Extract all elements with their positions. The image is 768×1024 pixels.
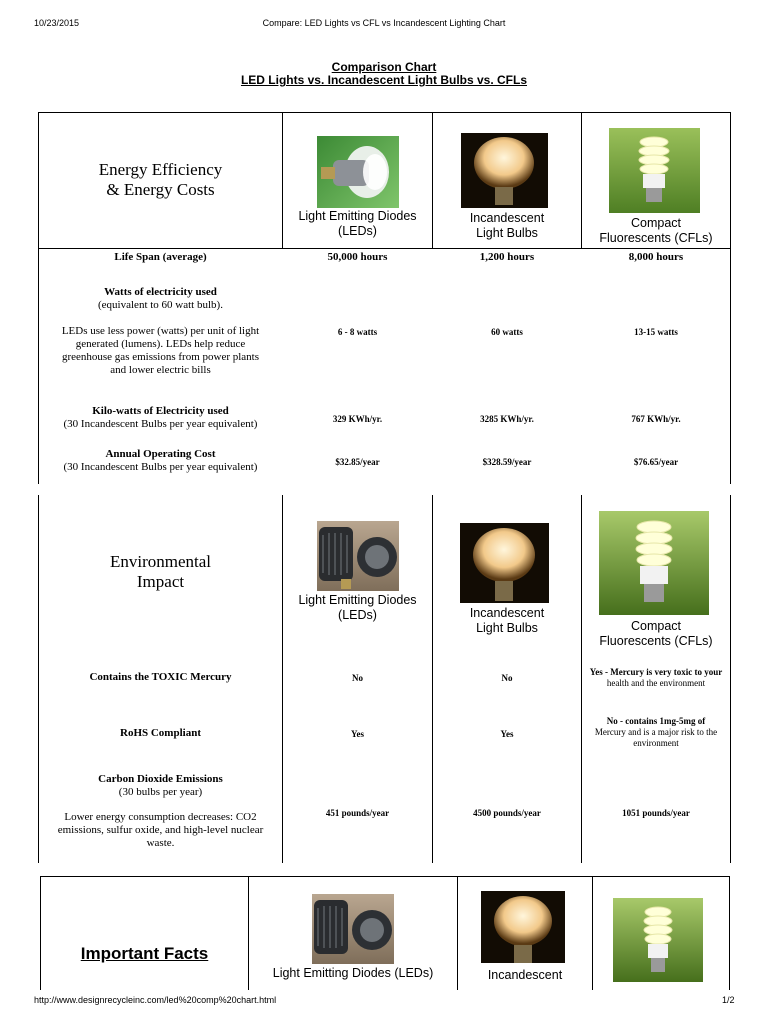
cost-incandescent: $328.59/year <box>482 457 532 467</box>
cfl-bulb-image <box>609 128 700 213</box>
cost-cfl: $76.65/year <box>633 457 679 467</box>
kwh-cfl: 767 KWh/yr. <box>631 414 681 424</box>
energy-col-cfl: Compact Fluorescents (CFLs) <box>599 216 713 245</box>
mercury-led: No <box>352 673 363 683</box>
incandescent-bulb-image-2 <box>460 523 549 603</box>
row-cost-label: Annual Operating Cost (30 Incandescent Bulbs per year equivalent) <box>63 448 258 473</box>
incandescent-bulb-image <box>461 133 548 208</box>
lifespan-incandescent: 1,200 hours <box>479 251 535 263</box>
cfl-bulb-image-3 <box>613 898 703 982</box>
cfl-bulb-image-2 <box>599 511 709 615</box>
facts-col-incandescent: Incandescent <box>487 968 563 982</box>
rohs-incandescent: Yes <box>500 729 514 739</box>
co2-incandescent: 4500 pounds/year <box>473 808 541 818</box>
facts-col-led: Light Emitting Diodes (LEDs) <box>272 966 434 980</box>
env-col-incandescent: Incandescent Light Bulbs <box>469 606 545 635</box>
incandescent-bulb-image-3 <box>481 891 565 963</box>
print-page-title: Compare: LED Lights vs CFL vs Incandescent Lighting Chart <box>262 18 506 28</box>
kwh-incandescent: 3285 KWh/yr. <box>480 414 534 424</box>
row-watts-label: Watts of electricity used (equivalent to 60 watt bulb). LEDs use less power (watts) per unit of light generated (lumens). LEDs help reduce greenhouse gas emissions from power plants and lower electric bills <box>61 286 260 376</box>
row-lifespan-label: Life Span (average) <box>114 251 207 263</box>
lifespan-led: 50,000 hours <box>327 251 388 263</box>
env-col-led: Light Emitting Diodes (LEDs) <box>298 593 417 622</box>
led-bulb-image <box>317 136 399 208</box>
energy-col-incandescent: Incandescent Light Bulbs <box>469 211 545 240</box>
row-mercury-label: Contains the TOXIC Mercury <box>89 671 232 683</box>
print-date: 10/23/2015 <box>34 18 80 28</box>
kwh-led: 329 KWh/yr. <box>332 414 383 424</box>
mercury-cfl: Yes - Mercury is very toxic to your health and the environment <box>589 667 723 688</box>
row-rohs-label: RoHS Compliant <box>120 727 201 739</box>
row-kwh-label: Kilo-watts of Electricity used (30 Incandescent Bulbs per year equivalent) <box>63 405 258 430</box>
lifespan-cfl: 8,000 hours <box>628 251 684 263</box>
led-fixtures-image-2 <box>312 894 394 964</box>
env-col-cfl: Compact Fluorescents (CFLs) <box>599 619 713 648</box>
environment-section-title: Environmental Impact <box>109 552 212 591</box>
mercury-incandescent: No <box>501 673 513 683</box>
print-page-number: 1/2 <box>722 995 735 1005</box>
watts-cfl: 13-15 watts <box>634 327 678 337</box>
rohs-cfl: No - contains 1mg-5mg of Mercury and is a major risk to the environment <box>594 716 718 748</box>
watts-incandescent: 60 watts <box>491 327 523 337</box>
led-fixtures-image <box>317 521 399 591</box>
watts-led: 6 - 8 watts <box>337 327 378 337</box>
energy-section-title: Energy Efficiency & Energy Costs <box>98 160 223 199</box>
co2-cfl: 1051 pounds/year <box>622 808 690 818</box>
doc-title-line1: Comparison Chart <box>331 60 437 74</box>
co2-led: 451 pounds/year <box>325 808 390 818</box>
doc-title-line2: LED Lights vs. Incandescent Light Bulbs vs. CFLs <box>240 73 528 87</box>
row-co2-label: Carbon Dioxide Emissions (30 bulbs per year) Lower energy consumption decreases: CO2 emissions, sulfur oxide, and high-level nuclear waste. <box>57 773 264 849</box>
energy-col-led: Light Emitting Diodes (LEDs) <box>298 209 417 238</box>
facts-section-title: Important Facts <box>80 944 209 963</box>
cost-led: $32.85/year <box>335 457 380 467</box>
print-url: http://www.designrecycleinc.com/led%20comp%20chart.html <box>34 995 277 1005</box>
rohs-led: Yes <box>351 729 364 739</box>
